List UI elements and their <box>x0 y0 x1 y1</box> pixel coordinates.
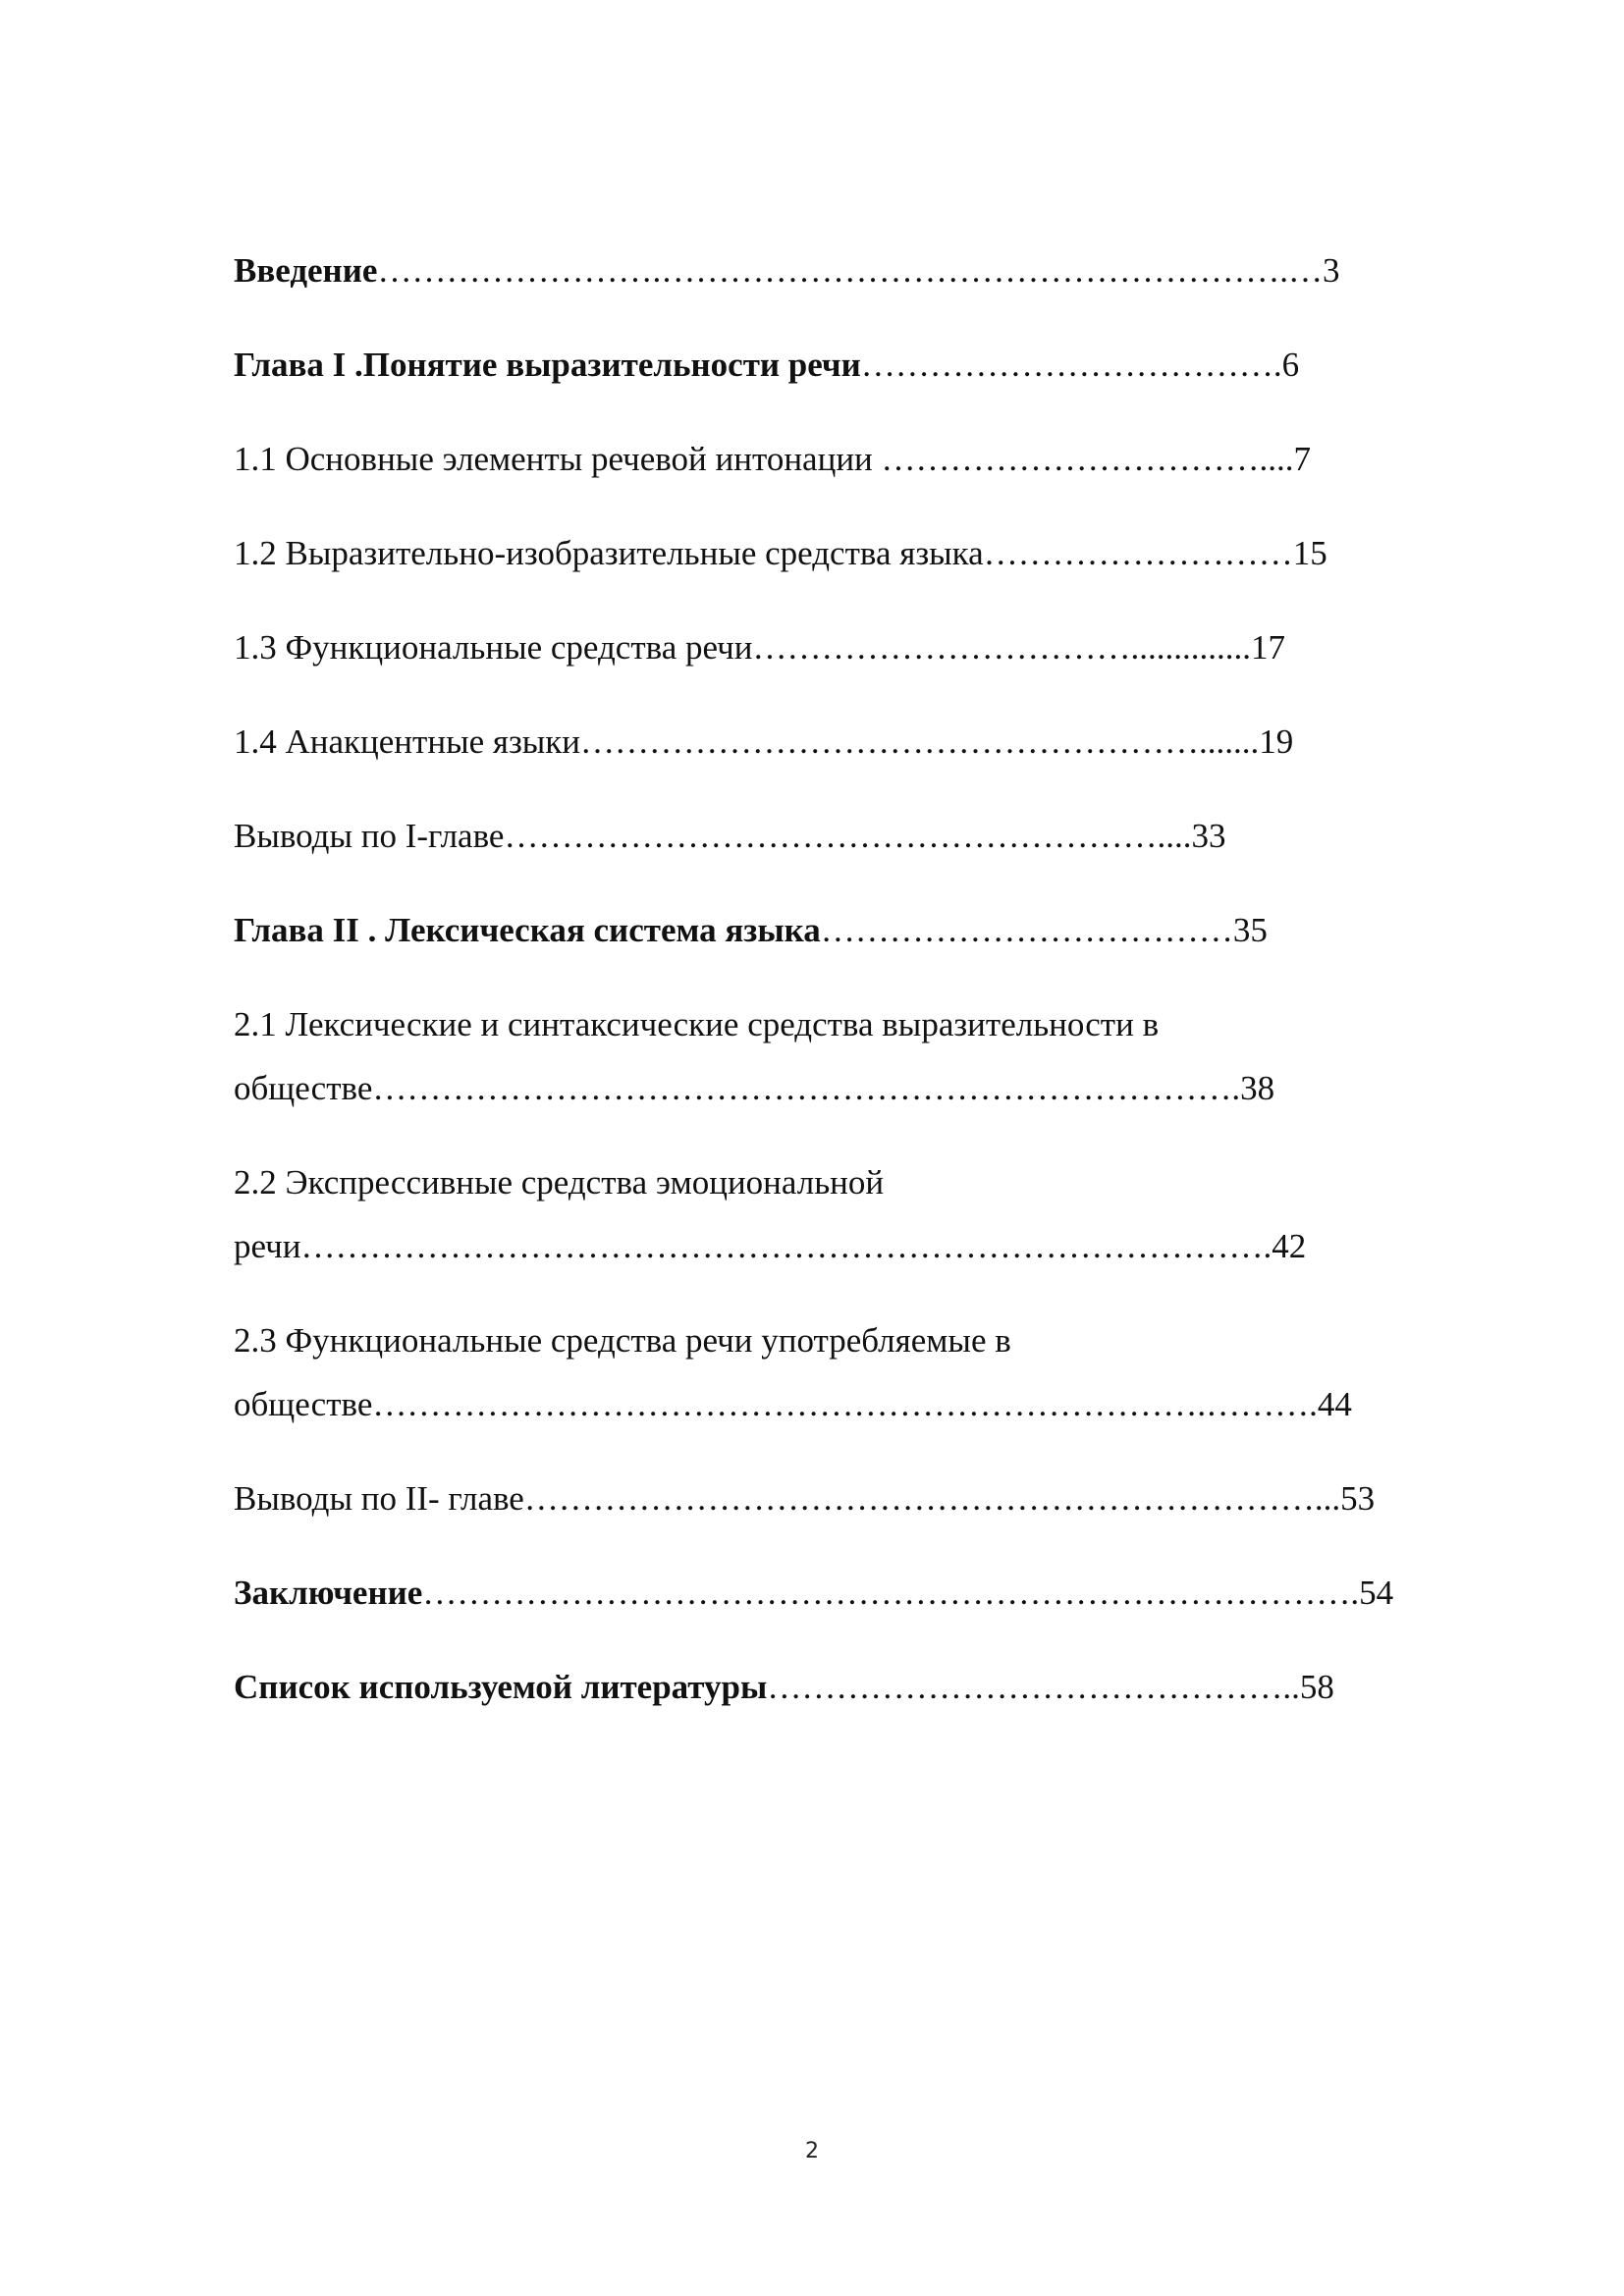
toc-page-number: 6 <box>1281 346 1300 384</box>
toc-leader-dots: ………………………………………………….... <box>504 817 1192 855</box>
toc-leader-dots: ……………………………………………………………….……… <box>372 1385 1310 1423</box>
toc-entry-title: 1.4 Анакцентные языки <box>234 722 581 761</box>
toc-page-number: .58 <box>1291 1668 1334 1706</box>
toc-entry-title: Введение <box>234 251 378 290</box>
toc-entry-conclusions-2 <box>234 1477 1375 1521</box>
toc-entry-title: 2.2 Экспрессивные средства эмоциональной <box>234 1163 885 1201</box>
toc-page-number: 7 <box>1293 440 1312 478</box>
toc-entry-1-4 <box>234 721 1293 764</box>
toc-leader-dots: …………………………….............. <box>752 628 1251 667</box>
toc-entry-conclusion <box>234 1572 1393 1615</box>
toc-entry-title: Глава I .Понятие выразительности речи <box>234 346 861 384</box>
toc-entry-title: 1.1 Основные элементы речевой интонации <box>234 440 882 478</box>
page-number: 2 <box>805 2139 819 2163</box>
toc-entry-1-1 <box>234 438 1311 481</box>
toc-leader-dots: …………………………….... <box>881 440 1294 478</box>
toc-page-number: .44 <box>1309 1385 1352 1423</box>
toc-leader-dots: …………………….……………………………………………….… <box>377 251 1323 290</box>
toc-entry-2-2-line-2 <box>234 1225 1306 1268</box>
toc-entry-title: Выводы по I-главе <box>234 817 505 855</box>
toc-entry-title: Выводы по II- главе <box>234 1479 524 1518</box>
toc-entry-2-3-line-2 <box>234 1383 1352 1426</box>
toc-page-number: 33 <box>1191 817 1226 855</box>
toc-page-number: 38 <box>1240 1069 1275 1107</box>
toc-page-number: .42 <box>1263 1227 1307 1265</box>
toc-leader-dots: ……………………………… <box>820 911 1233 949</box>
toc-entry-title: Глава II . Лексическая система языка <box>234 911 821 949</box>
toc-entry-title: речи <box>234 1227 301 1265</box>
toc-entry-title: 2.3 Функциональные средства речи употребляемые в <box>234 1321 1011 1360</box>
toc-page-number: 3 <box>1322 251 1340 290</box>
toc-entry-conclusions-1 <box>234 815 1225 858</box>
toc-leader-dots: ……………………… <box>983 534 1293 572</box>
toc-page-number: 15 <box>1292 534 1327 572</box>
toc-leader-dots: …………………………………………………………….. <box>523 1479 1332 1518</box>
toc-leader-dots: ………………………………………. <box>767 1668 1292 1706</box>
toc-entry-2-1-line-1 <box>234 1003 1159 1046</box>
toc-entry-chapter-2 <box>234 909 1268 952</box>
toc-entry-2-1-line-2 <box>234 1067 1274 1110</box>
toc-page-number: 54 <box>1359 1574 1394 1612</box>
toc-page-number: 35 <box>1232 911 1268 949</box>
toc-entry-title: 1.3 Функциональные средства речи <box>234 628 753 667</box>
toc-leader-dots: ………………………………………………....... <box>580 722 1260 761</box>
toc-entry-introduction <box>234 249 1339 293</box>
toc-entry-title: 2.1 Лексические и синтаксические средства выразительности в <box>234 1005 1160 1043</box>
toc-entry-title: Заключение <box>234 1574 423 1612</box>
toc-page-number: 17 <box>1250 628 1285 667</box>
toc-leader-dots: ………………………………………………………………………… <box>300 1227 1264 1265</box>
toc-entry-bibliography <box>234 1666 1334 1709</box>
toc-leader-dots: …………………………………………………………………. <box>372 1069 1241 1107</box>
toc-page-number: .53 <box>1331 1479 1376 1518</box>
toc-entry-1-2 <box>234 532 1327 575</box>
toc-entry-title: обществе <box>234 1385 373 1423</box>
toc-entry-chapter-1 <box>234 344 1299 387</box>
toc-entry-title: 1.2 Выразительно-изобразительные средства языка <box>234 534 984 572</box>
toc-entry-2-2-line-1 <box>234 1161 884 1204</box>
toc-entry-title: обществе <box>234 1069 373 1107</box>
toc-leader-dots: ………………………………. <box>860 346 1282 384</box>
toc-entry-title: Список используемой литературы <box>234 1668 768 1706</box>
toc-page-number: 19 <box>1259 722 1294 761</box>
toc-leader-dots: ………………………………………………………………………. <box>422 1574 1360 1612</box>
toc-entry-1-3 <box>234 626 1285 669</box>
toc-entry-2-3-line-1 <box>234 1319 1011 1362</box>
